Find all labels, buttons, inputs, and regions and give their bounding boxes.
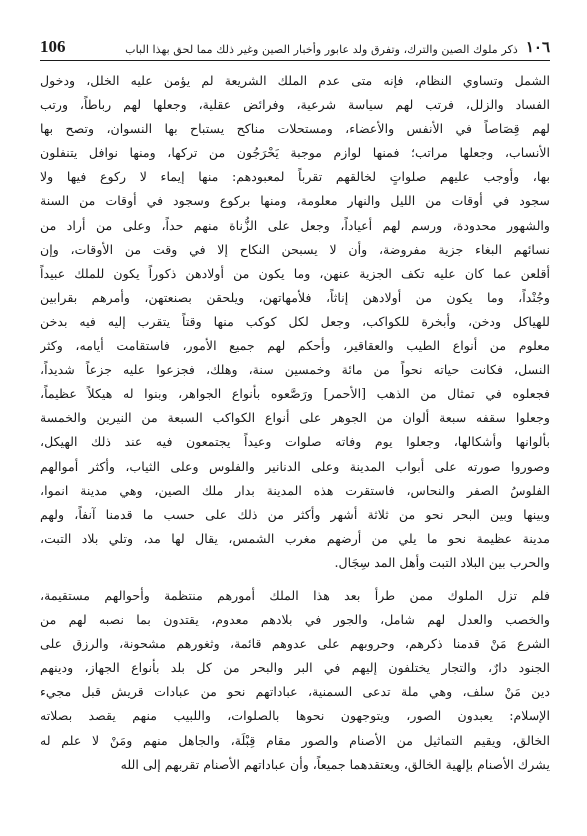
text-line: لهم قِصَاصاً في الأنفس والأعضاء، ومستحلات مناكح يستباح بها النسوان، وتصح بها — [40, 121, 550, 137]
text-line: سجود في أوقات من الليل والنهار معلومة، ومنها بركوع وسجود في أوقات من السنة — [40, 193, 550, 209]
text-line: للهياكل ودخن، وأبخرة للكواكب، وجعل لكل كوكب منها وقتاً يتقرب إليه فيه بدخن — [40, 313, 550, 329]
text-line: يشرك الأصنام بإلهية الخالق، ويعتقدهما جميعاً، وأن عباداتهم الأصنام تقربهم إلى الله — [120, 756, 550, 772]
text-line: والخصب والعدل لهم شامل، والجور في بلادهم معدوم، يقتدون بما نصبه لهم من — [40, 612, 550, 628]
text-line: الجنود دارٌ، والتجار يختلفون إليهم في البر والبحر من كل بلد بأنواع الجهاز، ودينهم — [40, 660, 550, 676]
page-number-latin: 106 — [40, 37, 66, 56]
text-line: الخالق، ويقيم التماثيل من الأصنام والصور مقام قِبْلَة، والجاهل منهم ومَنْ لا علم له — [40, 732, 550, 748]
page-header — [40, 34, 550, 61]
text-line: أقلعن عما كان عليه تكف الجزية عنهن، وما يكون من أولادهن ذكوراً يكون للملك عبيداً — [40, 265, 550, 281]
text-line: والشهور محدودة، ورسم لهم أعياداً، وجعل على الزُّناة منهم حداً، وعلى من أراد من — [40, 217, 550, 233]
text-line: الفساد والزلل، فرتب لهم سياسة شرعية، وفرائض عقلية، وجعلها لهم رباطاً، ورتب — [40, 97, 550, 113]
body-text — [40, 69, 550, 777]
text-line: وصوروا صورته على أبواب المدينة وعلى الدنانير والفلوس وعلى الثياب، وأكثر أموالهم — [40, 458, 550, 474]
paragraph — [40, 584, 550, 777]
text-line: النسل، فكانت حياته نحواً من مائة وخمسين سنة، وهلك، فجزعوا عليه جزعاً شديداً، — [40, 362, 550, 378]
text-line: فلم تزل الملوك ممن طرأ بعد هذا الملك أمورهم منتظمة وأحوالهم مستقيمة، — [40, 587, 550, 603]
text-line: الشرع مَنْ قدمنا ذكرهم، وحروبهم على عدوهم قائمة، وثغورهم مشحونة، والرزق على — [40, 636, 550, 652]
text-line: الأنساب، وجعلها مراتب؛ فمنها لوازم موجبة يَحْرَجُون من تركها، ومنها نوافل يتنفلون — [40, 145, 550, 161]
text-line: الفلوسُ الصفر والنحاس، فاستقرت هذه المدينة بدار ملك الصين، وهي مدينة انموا، — [40, 482, 550, 498]
text-line: بألوانها وأشكالها، وجعلوا يوم وفاته صلوات وعيداً يجتمعون فيه عند ذلك الهيكل، — [40, 434, 550, 450]
text-line: مدينة عظيمة نحو ما يلي من أرضهم مغرب الشمس، يقال لها مد، وتلي بلاد التبت، — [40, 530, 550, 546]
paragraph — [40, 69, 550, 575]
text-line: بها، وأوجب عليهم صلواتٍ لخالقهم تقرباً لمعبودهم: منها إيماء لا ركوع فيها ولا — [40, 169, 550, 185]
text-line: والحرب بين البلاد التبت وأهل المد سِجَال. — [334, 554, 550, 570]
text-line: دين مَنْ سلف، وهي ملة تدعى السمنية، عباداتهم نحو من عبادات قريش قبل مجيء — [40, 684, 550, 700]
text-line: معلوم من أنواع الطيب والعقاقير، وأحكم لهم جميع الأمور، فاستقامت أيامه، وكثر — [40, 338, 550, 354]
text-line: نسائهم البغاء جزية مفروضة، وأن لا يسبحن النكاح إلا في وقت من الأوقات، وإن — [40, 241, 550, 257]
text-line: الإسلام: يعبدون الصور، ويتوجهون نحوها بالصلوات، واللبيب منهم يقصد بصلاته — [40, 708, 550, 724]
text-line: وجعلوا سقفه سبعة ألوان من الجوهر على أنواع الكواكب السبعة من النيرين والخمسة — [40, 410, 550, 426]
running-title: ذكر ملوك الصين والترك، وتفرق ولد عابور وأخبار الصين وغير ذلك مما لحق بهذا الباب — [125, 43, 518, 56]
text-line: وجُنْداً، وما يكون من أولادهن إناثاً، فلأمهاتهن، ويلحقن بصنعتهن، وأمرهم بقرابين — [40, 289, 550, 305]
text-line: فجعلوه في تمثال من الذهب [الأحمر] ورَصَّعوه بأنواع الجواهر، وبنوا له هيكلاً عظيماً، — [40, 386, 550, 402]
page-number-arabic: ١٠٦ — [525, 38, 550, 56]
book-page — [40, 34, 550, 814]
running-header — [125, 38, 550, 60]
text-line: وبينها وبين البحر نحو من ثلاثة أشهر وأكثر من ذلك على حسب ما قدمنا آنفاً، ولهم — [40, 506, 550, 522]
text-line: الشمل وتساوي النظام، فإنه متى عدم الملك الشريعة لم يؤمن عليه الخلل، ودخول — [40, 73, 550, 88]
